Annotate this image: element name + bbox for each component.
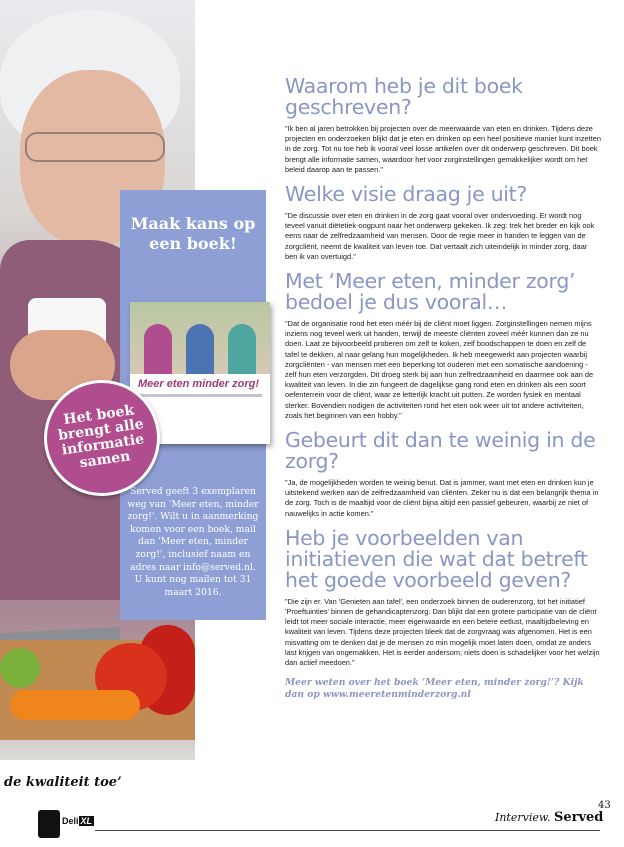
interview-content	[285, 76, 601, 701]
book-subtitle-bar	[138, 394, 262, 397]
delixl-logo-icon	[38, 810, 60, 838]
photo-carrot	[10, 690, 140, 720]
footer-magazine: Served	[553, 810, 604, 825]
answer-text: "Ik ben al jaren betrokken bij projecten over de meerwaarde van eten en drinken. Tijdens deze projecten en onderzoeken blijkt dat je eten en drinken op een heel positieve manier kunt inzetten in de zorg. Tot nu toe heb ik vooral veel losse artikelen over dit onderwerp geschreven. Dit boek brengt alle informatie samen, waardoor het voor zorginstellingen gemakkelijker wordt om het beleid daarop aan te passen."	[285, 124, 601, 174]
book-cover-photo	[130, 302, 270, 374]
book-person	[186, 324, 214, 374]
answer-text: "Ja, de mogelijkheden worden te weinig benut. Dat is jammer, want met eten en drinken kun je uitstekend werken aan de zelfredzaamheid van cliënten. Zeker nu is dat een belangrijk thema in de zorg. Toch is de maaltijd voor de cliënt bijna altijd een passief gebeuren, waarbij ze niet of nauwelijks in actie komen."	[285, 478, 599, 518]
photo-cucumber	[0, 648, 40, 688]
giveaway-text: Served geeft 3 exemplaren weg van 'Meer eten, minder zorg!'. Wilt u in aanmerking komen voor een boek, mail dan 'Meer eten, minder zorg!', inclusief naam en adres naar info@served.nl. U kunt nog mailen tot 31 maart 2016.	[127, 486, 259, 598]
answer-text: "De discussie over eten en drinken in de zorg gaat vooral over ondervoeding. Er wordt nog teveel vanuit diëtetiek-oogpunt naar het onderwerp gekeken. Ik zeg: trek het breder en kijk ook eens naar de zelfredzaamheid van mensen. Door de regie meer in handen te leggen van de zorgcliënt, neemt de kwaliteit van leven toe. Dat vertaalt zich uiteindelijk in minder zorg, daar ben ik van overtuigd."	[285, 211, 595, 261]
giveaway-title: Maak kans op een boek!	[130, 214, 256, 253]
book-person	[228, 324, 256, 374]
pull-quote-fragment: de kwaliteit toe’	[4, 775, 122, 790]
delixl-logo	[62, 816, 94, 826]
footer-rule	[95, 830, 600, 831]
footer-section	[495, 810, 603, 825]
book-title: Meer eten minder zorg!	[138, 378, 260, 390]
question-heading: Welke visie draag je uit?	[285, 182, 528, 207]
logo-deli: Deli	[62, 816, 79, 826]
question-heading: Gebeurt dit dan te weinig in de zorg?	[285, 428, 596, 474]
book-person	[144, 324, 172, 374]
page-number: 43	[598, 800, 611, 811]
more-info-link[interactable]: Meer weten over het boek ‘Meer eten, minder zorg!’? Kijk dan op www.meeretenminderzorg.nl	[285, 677, 584, 701]
question-heading: Met ‘Meer eten, minder zorg’ bedoel je dus vooral…	[285, 269, 576, 315]
question-heading: Heb je voorbeelden van initiatieven die wat dat betreft het goede voorbeeld geven?	[285, 525, 588, 592]
answer-text: "Die zijn er. Van 'Genieten aan tafel', een onderzoek binnen de ouderenzorg, tot het initiatief 'Proeftuinties' binnen de gehandicaptenzorg. Dan blijkt dat een grotere participatie van de cliënt leidt tot meer sociale interactie, meer eigenwaarde en een betere eetlust, maaltijdbeleving en kwaliteit van leven. Tijdens deze projecten bleek dat de zorgvraag was afgenomen. Het is een misvatting om te denken dat je de mensen zo min mogelijk moet laten doen, omdat ze anders last krijgen van ongemakken. Het is eerder andersom; niets doen is schadelijker voor het welzijn dan actief meedoen."	[285, 596, 600, 668]
question-heading: Waarom heb je dit boek geschreven?	[285, 74, 523, 119]
badge-text: Het boek brengt alle informatie samen	[57, 402, 146, 472]
logo-xl: XL	[80, 816, 93, 826]
footer-section-label: Interview.	[495, 811, 551, 824]
photo-glasses	[25, 132, 165, 162]
answer-text: "Dat de organisatie rond het eten méér bij de cliënt moet liggen. Zorginstellingen nemen mijns inziens nog teveel werk uit handen, terwijl de meeste cliënten zoveel méér kunnen dan ze nu doen. Laat ze bijvoorbeeld proberen om zelf te koken, zelf boodschappen te doen en zelf de tafel te dekken, al naar gelang hun mogelijkheden. Ik heb meegewerkt aan projecten waarbij zorgcliënten - van mensen met een beperking tot ouderen met een somatische aandoening - zelf hun eten verzorgden. Dit droeg sterk bij aan hun zelfredzaamheid en daarmee ook aan de kwaliteit van leven. In die zin fungeert de dagelijkse gang rond eten en drinken als een soort oefenterrein voor de cliënt, waar ze letterlijk kracht uit putten. Ze worden fysiek en mentaal sterker. Bovendien nodigen de activiteiten rond het eten ook weer uit tot andere activiteiten, zoals het beginnen van een hobby."	[285, 319, 594, 420]
